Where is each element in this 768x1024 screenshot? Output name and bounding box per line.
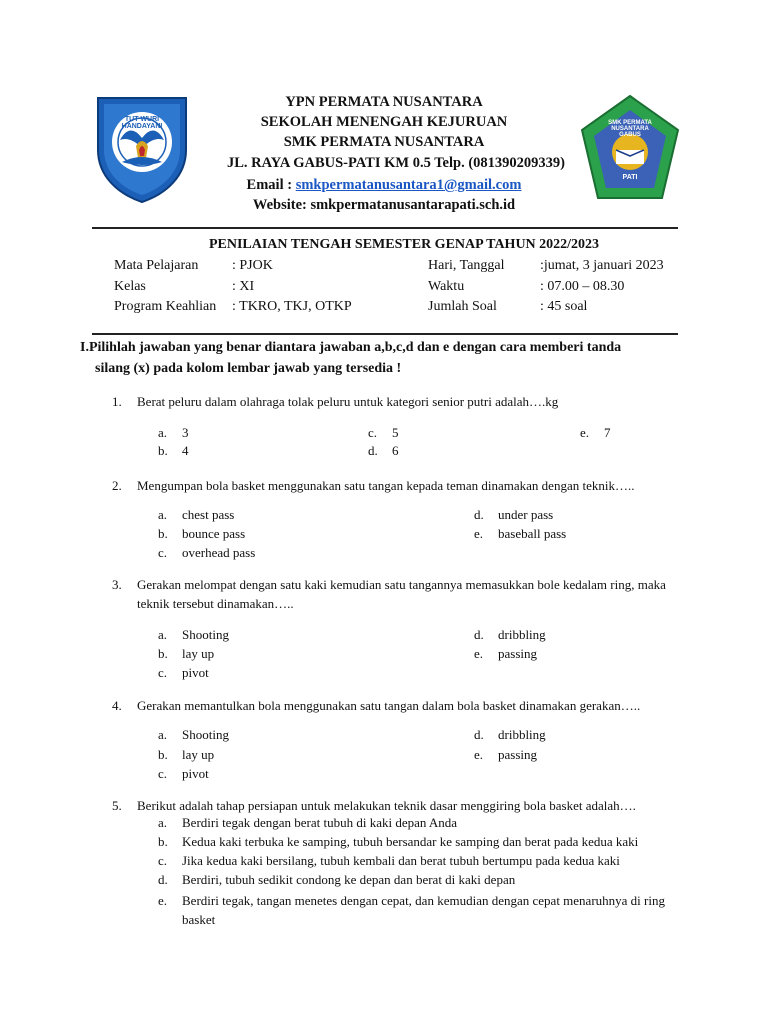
option-4c[interactable]: [158, 766, 209, 782]
info-key-date: Hari, Tanggal: [428, 258, 505, 273]
option-letter: d.: [474, 507, 484, 522]
option-letter: e.: [474, 526, 484, 541]
option-text: bounce pass: [182, 526, 246, 541]
info-key-class: Kelas: [114, 279, 146, 294]
option-letter: e.: [474, 747, 484, 762]
option-text: pivot: [182, 665, 209, 680]
header-line-foundation: YPN PERMATA NUSANTARA: [285, 94, 483, 110]
question-number: 1.: [112, 394, 122, 409]
option-text: lay up: [182, 747, 215, 762]
info-key-subject: Mata Pelajaran: [114, 258, 199, 273]
question-text: Gerakan memantulkan bola menggunakan satu tangan dalam bola basket dinamakan gerakan…..: [137, 698, 641, 713]
option-letter: d.: [368, 443, 378, 458]
option-text: chest pass: [182, 507, 235, 522]
option-text: Berdiri tegak, tangan menetes dengan cepat, dan kemudian dengan cepat menaruhnya di ring basket: [182, 893, 665, 927]
option-letter: c.: [158, 545, 168, 560]
option-2b[interactable]: [158, 526, 245, 542]
option-5a[interactable]: [158, 815, 688, 831]
info-key-program: Program Keahlian: [114, 299, 217, 314]
option-text: Shooting: [182, 627, 229, 642]
question-3: [112, 575, 672, 613]
option-2d[interactable]: [474, 507, 553, 523]
question-number: 5.: [112, 798, 122, 813]
info-value-class: : XI: [232, 279, 255, 294]
option-text: Berdiri tegak dengan berat tubuh di kaki depan Anda: [182, 815, 458, 830]
option-text: overhead pass: [182, 545, 256, 560]
option-text: pivot: [182, 766, 209, 781]
info-key-count: Jumlah Soal: [428, 299, 497, 314]
header-line-address: JL. RAYA GABUS-PATI KM 0.5 Telp. (081390209339): [227, 155, 565, 171]
option-letter: a.: [158, 507, 168, 522]
question-text: Mengumpan bola basket menggunakan satu tangan kepada teman dinamakan dengan teknik…..: [137, 478, 635, 493]
info-value-time: : 07.00 – 08.30: [540, 279, 625, 294]
question-4: [112, 696, 672, 715]
option-text: lay up: [182, 646, 215, 661]
info-value-count: : 45 soal: [540, 299, 588, 314]
option-1a[interactable]: [158, 425, 189, 441]
header-line-school-type: SEKOLAH MENENGAH KEJURUAN: [260, 114, 508, 130]
logo-right-sub: PATI: [622, 174, 638, 181]
option-letter: b.: [158, 526, 168, 541]
option-letter: c.: [158, 665, 168, 680]
exam-title: PENILAIAN TENGAH SEMESTER GENAP TAHUN 2022/2023: [208, 237, 600, 252]
info-divider: [92, 333, 678, 335]
option-3d[interactable]: [474, 627, 546, 643]
option-2a[interactable]: [158, 507, 234, 523]
option-letter: b.: [158, 747, 168, 762]
option-text: under pass: [498, 507, 554, 522]
option-1c[interactable]: [368, 425, 399, 441]
option-4e[interactable]: [474, 747, 537, 763]
question-text: Gerakan melompat dengan satu kaki kemudian satu tangannya memasukkan bole kedalam ring, maka teknik tersebut dinamakan…..: [137, 577, 666, 611]
info-key-time: Waktu: [428, 279, 465, 294]
option-2e[interactable]: [474, 526, 566, 542]
question-number: 2.: [112, 478, 122, 493]
option-letter: b.: [158, 834, 168, 849]
option-text: 7: [604, 425, 611, 440]
header-website: Website: smkpermatanusantarapati.sch.id: [252, 197, 516, 213]
option-5e[interactable]: [158, 891, 670, 929]
option-text: Jika kedua kaki bersilang, tubuh kembali dan berat tubuh bertumpu pada kedua kaki: [182, 853, 620, 868]
option-text: 6: [392, 443, 399, 458]
option-text: dribbling: [498, 627, 546, 642]
option-text: passing: [498, 646, 537, 661]
option-5c[interactable]: [158, 853, 688, 869]
option-letter: a.: [158, 425, 168, 440]
logo-left-text: TUT WURI HANDAYANI: [121, 116, 163, 130]
option-text: Berdiri, tubuh sedikit condong ke depan dan berat di kaki depan: [182, 872, 516, 887]
option-text: Kedua kaki terbuka ke samping, tubuh bersandar ke samping dan berat pada kedua kaki: [182, 834, 639, 849]
option-text: dribbling: [498, 727, 546, 742]
option-4d[interactable]: [474, 727, 546, 743]
option-letter: b.: [158, 646, 168, 661]
option-1d[interactable]: [368, 443, 399, 459]
info-value-program: : TKRO, TKJ, OTKP: [232, 299, 352, 314]
option-5b[interactable]: [158, 834, 688, 850]
option-letter: e.: [474, 646, 484, 661]
question-1: [112, 392, 672, 411]
option-text: 4: [182, 443, 189, 458]
option-letter: c.: [158, 853, 168, 868]
option-text: passing: [498, 747, 537, 762]
logo-right-text: SMK PERMATA NUSANTARA GABUS: [608, 120, 652, 138]
email-label: Email :: [246, 177, 293, 193]
option-letter: a.: [158, 815, 168, 830]
option-text: Shooting: [182, 727, 229, 742]
option-letter: c.: [368, 425, 378, 440]
option-5d[interactable]: [158, 872, 688, 888]
option-letter: e.: [580, 425, 590, 440]
info-value-subject: : PJOK: [232, 258, 273, 273]
option-3b[interactable]: [158, 646, 214, 662]
question-number: 3.: [112, 577, 122, 592]
option-2c[interactable]: [158, 545, 255, 561]
option-3e[interactable]: [474, 646, 537, 662]
option-3c[interactable]: [158, 665, 209, 681]
option-letter: b.: [158, 443, 168, 458]
header-email-line: [0, 177, 768, 194]
question-5: [112, 796, 672, 815]
option-text: 5: [392, 425, 399, 440]
question-text: Berat peluru dalam olahraga tolak peluru untuk kategori senior putri adalah….kg: [137, 394, 559, 409]
option-letter: a.: [158, 627, 168, 642]
info-value-date: :jumat, 3 januari 2023: [540, 258, 664, 273]
instruction-line-2: silang (x) pada kolom lembar jawab yang tersedia !: [95, 361, 402, 376]
option-letter: d.: [158, 872, 168, 887]
option-letter: e.: [158, 893, 168, 908]
option-letter: c.: [158, 766, 168, 781]
option-text: baseball pass: [498, 526, 567, 541]
email-link[interactable]: smkpermatanusantara1@gmail.com: [295, 177, 522, 193]
instruction-line-1: I.Pilihlah jawaban yang benar diantara jawaban a,b,c,d dan e dengan cara memberi tanda: [80, 340, 622, 355]
question-2: [112, 476, 672, 495]
question-text: Berikut adalah tahap persiapan untuk melakukan teknik dasar menggiring bola basket adalah….: [137, 798, 636, 813]
header-divider: [92, 227, 678, 229]
option-letter: d.: [474, 627, 484, 642]
option-3a[interactable]: [158, 627, 229, 643]
header-line-school-name: SMK PERMATA NUSANTARA: [283, 134, 485, 150]
option-4a[interactable]: [158, 727, 229, 743]
option-letter: a.: [158, 727, 168, 742]
option-text: 3: [182, 425, 189, 440]
option-4b[interactable]: [158, 747, 214, 763]
option-1e[interactable]: [580, 425, 611, 441]
option-1b[interactable]: [158, 443, 189, 459]
question-number: 4.: [112, 698, 122, 713]
option-letter: d.: [474, 727, 484, 742]
